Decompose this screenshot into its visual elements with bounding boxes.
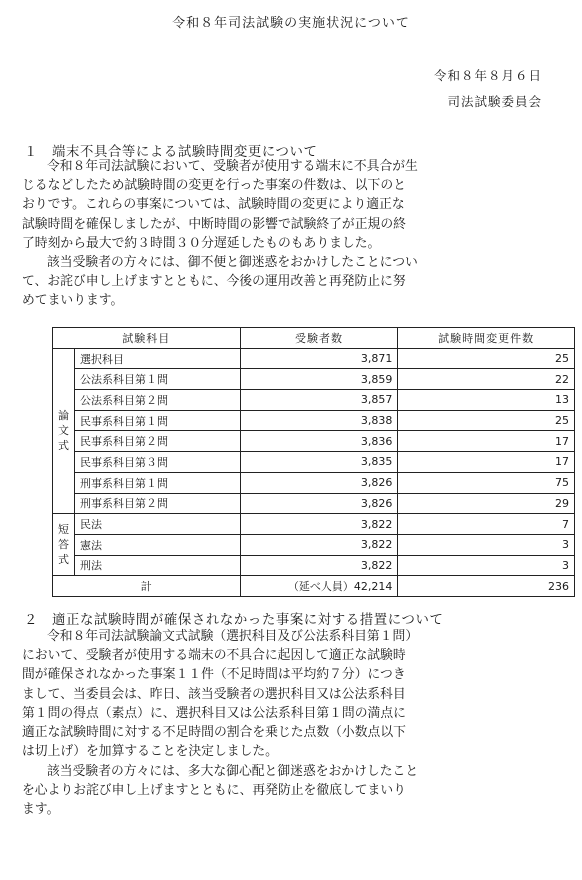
text-line: を心よりお詫び申し上げますとともに、再発防止を徹底してまいり [22, 783, 406, 799]
subject-cell: 民法 [74, 514, 240, 535]
subject-cell: 公法系科目第２問 [74, 390, 240, 411]
text-line: 該当受験者の方々には、御不便と御迷惑をおかけしたことについ [47, 255, 418, 270]
section1-paragraph2 [22, 253, 572, 311]
text-line: 令和８年司法試験論文式試験（選択科目及び公法系科目第１問） [47, 629, 419, 644]
total-label: 計 [53, 576, 241, 597]
text-line: 試験時間を確保しましたが、中断時間の影響で試験終了が正規の終 [22, 216, 406, 232]
table-row [53, 410, 575, 431]
section1-heading: １ 端末不具合等による試験時間変更について [24, 145, 318, 160]
text-line: じるなどしたため試験時間の変更を行った事案の件数は、以下のと [22, 178, 406, 194]
changes-cell: 25 [398, 410, 575, 431]
text-line: めてまいります。 [22, 293, 124, 309]
examinees-cell: 3,826 [240, 472, 398, 493]
examinees-cell: 3,859 [240, 369, 398, 390]
changes-cell: 17 [398, 452, 575, 473]
table-total-row [53, 576, 575, 597]
changes-cell: 25 [398, 348, 575, 369]
total-examinees: （延べ人員）42,214 [240, 576, 398, 597]
table-row [53, 431, 575, 452]
subject-cell: 公法系科目第１問 [74, 369, 240, 390]
examinees-cell: 3,871 [240, 348, 398, 369]
changes-cell: 29 [398, 493, 575, 514]
examinees-cell: 3,826 [240, 493, 398, 514]
text-line: は切上げ）を加算することを決定しました。 [22, 744, 278, 760]
section2-heading: ２ 適正な試験時間が確保されなかった事案に対する措置について [24, 613, 444, 628]
total-changes: 236 [398, 576, 575, 597]
subject-cell: 民事系科目第２問 [74, 431, 240, 452]
text-line: て、お詫び申し上げますとともに、今後の運用改善と再発防止に努 [22, 274, 406, 290]
subject-cell: 民事系科目第１問 [74, 410, 240, 431]
text-line: 了時刻から最大で約３時間３０分遅延したものもありました。 [22, 235, 381, 251]
issuing-organization: 司法試験委員会 [447, 94, 542, 109]
changes-cell: 22 [398, 369, 575, 390]
examinees-cell: 3,822 [240, 534, 398, 555]
text-line: 該当受験者の方々には、多大な御心配と御迷惑をおかけしたこと [47, 764, 419, 779]
subject-cell: 民事系科目第３問 [74, 452, 240, 473]
subject-cell: 憲法 [74, 534, 240, 555]
group-label-short-answer: 短 答 式 [53, 514, 75, 576]
table-row [53, 534, 575, 555]
changes-cell: 7 [398, 514, 575, 535]
examinees-cell: 3,835 [240, 452, 398, 473]
header-subject: 試験科目 [53, 328, 241, 349]
subject-cell: 選択科目 [74, 348, 240, 369]
header-examinees: 受験者数 [240, 328, 398, 349]
issue-date: 令和８年８月６日 [433, 68, 542, 83]
text-line: 間が確保されなかった事案１１件（不足時間は平均約７分）につき [22, 667, 406, 683]
text-line: 令和８年司法試験において、受験者が使用する端末に不具合が生 [47, 159, 418, 174]
table-row [53, 472, 575, 493]
text-line: 第１問の得点（素点）に、選択科目又は公法系科目第１問の満点に [22, 705, 406, 721]
table-header-row [53, 328, 575, 349]
changes-cell: 3 [398, 534, 575, 555]
table-row [53, 514, 575, 535]
examinees-cell: 3,836 [240, 431, 398, 452]
text-line: おりです。これらの事案については、試験時間の変更により適正な [22, 197, 405, 213]
section1-paragraph1 [22, 157, 572, 253]
text-line: まして、当委員会は、昨日、該当受験者の選択科目又は公法系科目 [22, 686, 406, 702]
subject-cell: 刑事系科目第１問 [74, 472, 240, 493]
table-row [53, 369, 575, 390]
group-label-essay: 論 文 式 [53, 348, 75, 514]
table-row [53, 348, 575, 369]
exam-time-change-table [52, 327, 575, 597]
section2-paragraph2 [22, 762, 572, 820]
changes-cell: 3 [398, 555, 575, 576]
changes-cell: 17 [398, 431, 575, 452]
table-row [53, 555, 575, 576]
changes-cell: 13 [398, 390, 575, 411]
section2-paragraph1 [22, 627, 572, 761]
header-changes: 試験時間変更件数 [398, 328, 575, 349]
subject-cell: 刑事系科目第２問 [74, 493, 240, 514]
table-row [53, 390, 575, 411]
text-line: ます。 [22, 802, 60, 818]
changes-cell: 75 [398, 472, 575, 493]
examinees-cell: 3,822 [240, 555, 398, 576]
text-line: において、受験者が使用する端末の不具合に起因して適正な試験時 [22, 648, 406, 664]
table-row [53, 493, 575, 514]
examinees-cell: 3,857 [240, 390, 398, 411]
subject-cell: 刑法 [74, 555, 240, 576]
document-title: 令和８年司法試験の実施状況について [172, 16, 410, 31]
examinees-cell: 3,838 [240, 410, 398, 431]
table-row [53, 452, 575, 473]
examinees-cell: 3,822 [240, 514, 398, 535]
text-line: 適正な試験時間に対する不足時間の割合を乗じた点数（小数点以下 [22, 724, 406, 740]
